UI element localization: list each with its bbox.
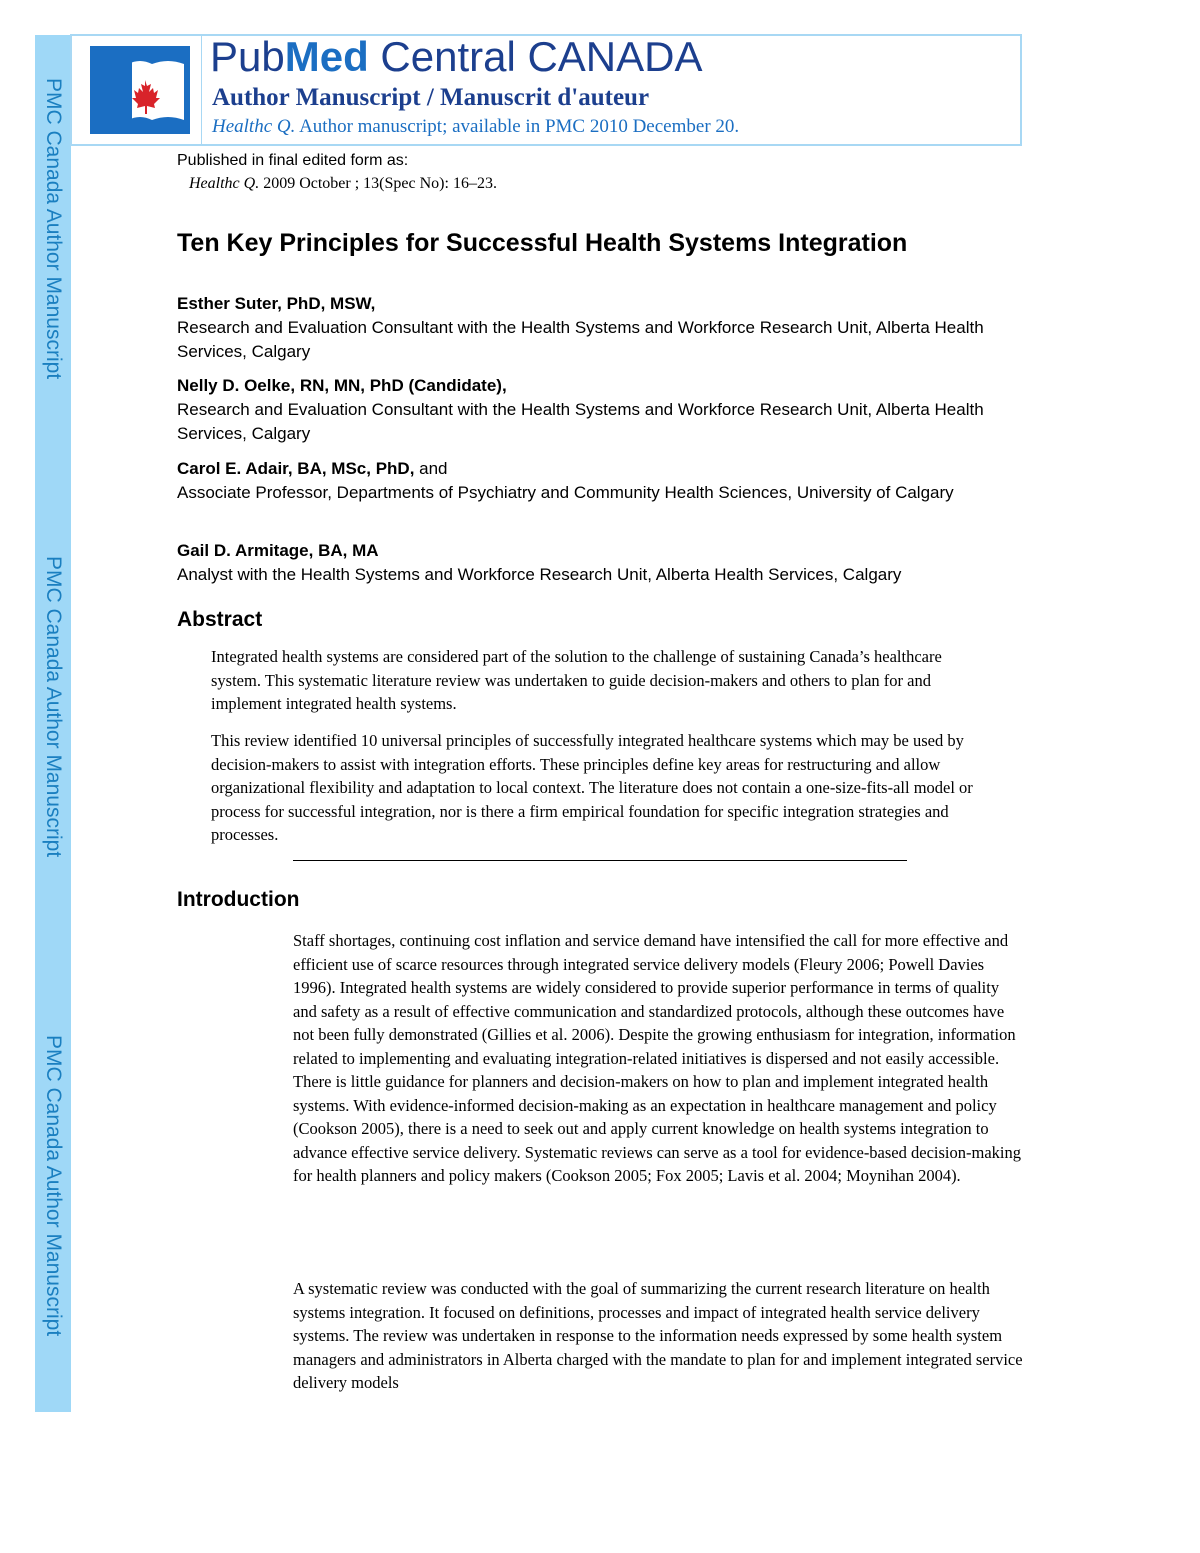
author-affiliation: Associate Professor, Departments of Psychiatry and Community Health Sciences, University of Calgary	[177, 483, 954, 502]
abstract-heading: Abstract	[177, 608, 263, 631]
availability-line: Healthc Q. Author manuscript; available in PMC 2010 December 20.	[212, 116, 740, 137]
header-divider	[201, 36, 202, 144]
author-1: Esther Suter, PhD, MSW, Research and Evaluation Consultant with the Health Systems and Workforce Research Unit, Alberta Health Services, Calgary	[177, 292, 1027, 364]
author-affiliation: Research and Evaluation Consultant with the Health Systems and Workforce Research Unit, Alberta Health Services, Calgary	[177, 400, 984, 443]
author-manuscript-title: Author Manuscript / Manuscrit d'auteur	[212, 84, 650, 111]
introduction-paragraph-2: A systematic review was conducted with the goal of summarizing the current research literature on health systems integration. It focused on definitions, processes and impact of integrated health service delivery systems. The review was undertaken in response to the information needs expressed by some health system managers and administrators in Alberta charged with the mandate to plan for and implement integrated service delivery models	[293, 1279, 1023, 1392]
article-title: Ten Key Principles for Successful Health Systems Integration	[177, 229, 908, 257]
author-2: Nelly D. Oelke, RN, MN, PhD (Candidate), Research and Evaluation Consultant with the Health Systems and Workforce Research Unit, Alberta Health Services, Calgary	[177, 374, 1027, 446]
author-affiliation: Research and Evaluation Consultant with the Health Systems and Workforce Research Unit, Alberta Health Services, Calgary	[177, 318, 984, 361]
abstract-paragraph-1: Integrated health systems are considered part of the solution to the challenge of sustaining Canada’s healthcare system. This systematic literature review was undertaken to guide decision-makers and others to plan for and implement integrated health systems.	[211, 647, 942, 713]
published-label: Published in final edited form as:	[177, 152, 409, 169]
author-4: Gail D. Armitage, BA, MA Analyst with the Health Systems and Workforce Research Unit, Alberta Health Services, Calgary	[177, 539, 1027, 587]
abstract-paragraph-2: This review identified 10 universal principles of successfully integrated healthcare systems which may be used by decision-makers to assist with integration efforts. These principles define key areas for restructuring and allow organizational flexibility and adaptation to local context. The literature does not contain a one-size-fits-all model or process for successful integration, nor is there a firm empirical foundation for specific integration strategies and processes.	[211, 731, 973, 844]
section-rule	[293, 860, 907, 861]
introduction-paragraph-1: Staff shortages, continuing cost inflation and service demand have intensified the call for more effective and efficient use of scarce resources through integrated service delivery models (Fleury 2006; Powell Davies 1996). Integrated health systems are widely considered to provide superior performance in terms of quality and safety as a result of effective communication and standardized protocols, although these outcomes have not been fully demonstrated (Gillies et al. 2006). Despite the growing enthusiasm for integration, information related to implementing and evaluating integration-related initiatives is dispersed and not easily accessible. There is little guidance for planners and decision-makers on how to plan and implement integrated health systems. With evidence-informed decision-making as an expectation in healthcare management and policy (Cookson 2005), there is a need to seek out and apply current knowledge on health systems integration to advance effective service delivery. Systematic reviews can serve as a tool for evidence-based decision-making for health planners and policy makers (Cookson 2005; Fox 2005; Lavis et al. 2004; Moynihan 2004).	[293, 931, 1021, 1185]
introduction-heading: Introduction	[177, 888, 300, 911]
journal-abbrev: Healthc Q.	[212, 116, 296, 137]
citation: Healthc Q. 2009 October ; 13(Spec No): 16–23.	[189, 175, 497, 192]
author-affiliation: Analyst with the Health Systems and Workforce Research Unit, Alberta Health Services, Calgary	[177, 565, 902, 584]
pmc-canada-logo-icon	[90, 46, 190, 136]
author-3: Carol E. Adair, BA, MSc, PhD, and Associate Professor, Departments of Psychiatry and Community Health Sciences, University of Calgary	[177, 457, 1027, 505]
brand-title: PubMed Central CANADA	[210, 33, 703, 80]
